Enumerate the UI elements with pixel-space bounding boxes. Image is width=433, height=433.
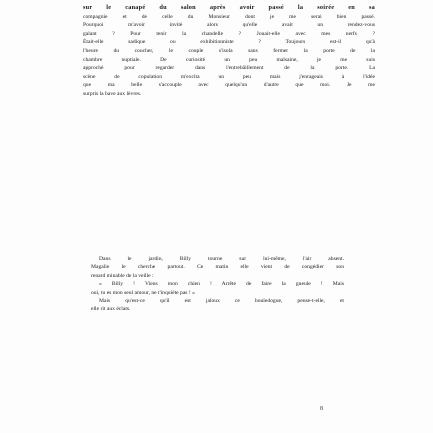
paragraph-2-line: Dans le jardin, Billy tourne sur lui-même, l'air absent. bbox=[99, 256, 344, 262]
paragraph-2 bbox=[91, 255, 344, 314]
paragraph-1-line: sur le canapé du salon après avoir passé la soirée en sa bbox=[83, 4, 375, 11]
paragraph-1 bbox=[83, 4, 375, 99]
paragraph-1-line: Était-elle sadique ou exhibitionniste ? Toujours est-il qu'à bbox=[83, 39, 375, 46]
paragraph-2-line: elle rit aux éclats. bbox=[91, 306, 131, 313]
paragraph-2-line: oui, tu es mon seul amour, ne t'inquiète pas ! » bbox=[91, 289, 195, 296]
paragraph-1-line: surpris la bave aux lèvres. bbox=[83, 90, 142, 97]
paragraph-2-line: Magalie le cherche partout. Ce matin elle vient de congédier son bbox=[91, 264, 344, 271]
paragraph-1-line: que ma belle s'accouple avec quelqu'un d'autre que moi. Je me bbox=[83, 82, 375, 89]
page-number: 8 bbox=[320, 406, 323, 412]
paragraph-1-line: chambre nuptiale. De curiosité un peu malsaine, je me suis bbox=[83, 56, 375, 63]
paragraph-1-line: galant ? Pour tenir la chandelle ? Jouait-elle avec mes nerfs ? bbox=[83, 30, 375, 37]
paragraph-2-line: Mais qu'est-ce qu'il est jaloux ce bouledogue, pense-t-elle, et bbox=[99, 298, 344, 305]
paragraph-1-line: Pourquoi m'avoir invité alors qu'elle avait un rendez-vous bbox=[83, 22, 375, 29]
paragraph-2-line: renard minable de la veille : bbox=[91, 272, 154, 279]
paragraph-1-line: compagnie et de celle du Monsieur dont je me serai bien passé. bbox=[83, 13, 375, 20]
paragraph-1-line: approché pour regarder dans l'entrebâillement de la porte. La bbox=[83, 65, 375, 72]
paragraph-2-line: « Billy ! Viens mon chien ! Arrête de faire la gueule ! Mais bbox=[99, 281, 344, 288]
paragraph-1-line: l'heure du coucher, le couple s'isola sans fermer la porte de la bbox=[83, 47, 375, 54]
paragraph-1-line: scène de copulation m'excita un peu mais j'enrageais à l'idée bbox=[83, 73, 375, 80]
